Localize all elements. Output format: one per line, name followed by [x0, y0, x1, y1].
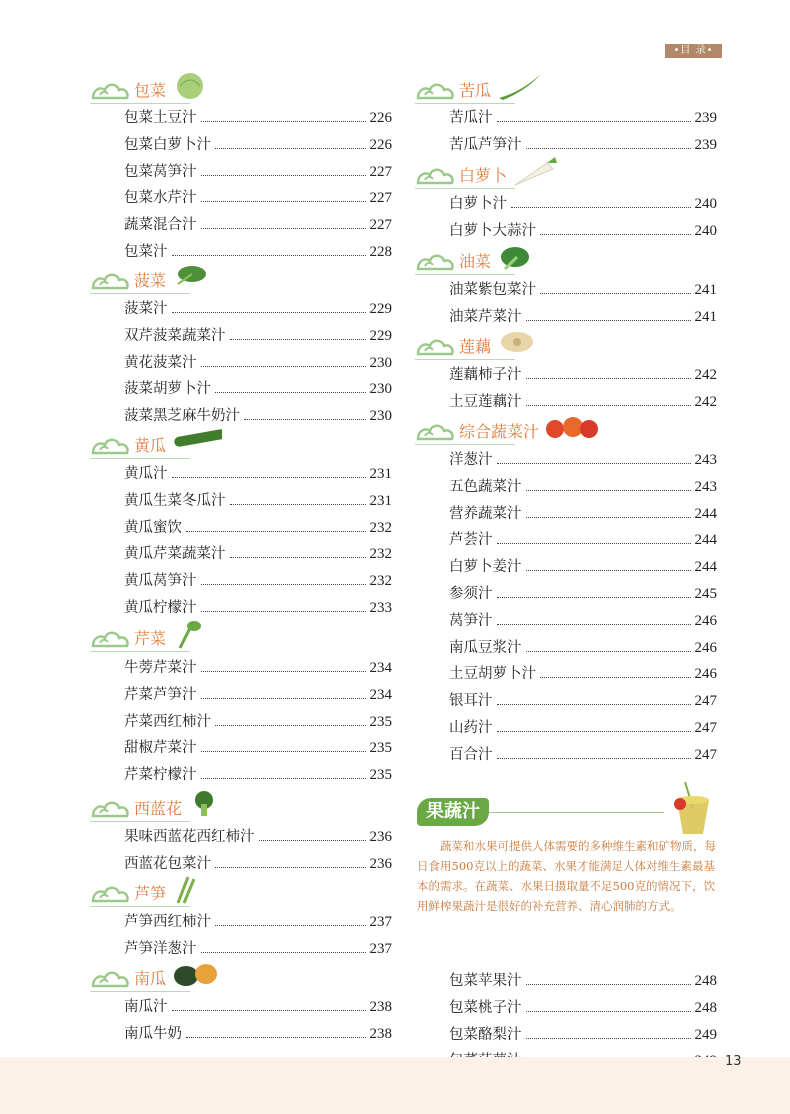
toc-dot-leader [526, 489, 691, 491]
section-divider [90, 293, 190, 294]
toc-entry[interactable] [124, 764, 392, 784]
cloud-ornament-icon [415, 421, 455, 443]
toc-entry[interactable] [124, 711, 392, 731]
toc-dot-leader [186, 1036, 366, 1038]
toc-entry-title: 黄瓜汁 [124, 466, 168, 482]
toc-entry-page: 246 [694, 613, 717, 629]
toc-dot-leader [497, 757, 691, 759]
toc-entry[interactable] [124, 405, 392, 425]
toc-entry-title: 菠菜胡萝卜汁 [124, 381, 211, 397]
toc-entry-page: 240 [694, 196, 717, 212]
toc-entry[interactable] [124, 490, 392, 510]
section-divider [415, 359, 515, 360]
cloud-ornament-icon [90, 883, 130, 905]
toc-entry-page: 248 [694, 973, 717, 989]
toc-entry-page: 233 [369, 600, 392, 616]
toc-entry-title: 油菜芹菜汁 [449, 309, 522, 325]
toc-entry-page: 232 [369, 546, 392, 562]
toc-entry[interactable] [124, 911, 392, 931]
toc-entry-page: 244 [694, 559, 717, 575]
vegetable-illustration-icon [188, 790, 228, 820]
vegetable-illustration-icon [172, 72, 212, 102]
toc-entry-page: 237 [369, 941, 392, 957]
toc-entry-page: 231 [369, 466, 392, 482]
toc-dot-leader [172, 254, 366, 256]
cloud-ornament-icon [415, 80, 455, 102]
toc-dot-leader [201, 365, 366, 367]
toc-entry-title: 黄花菠菜汁 [124, 355, 197, 371]
toc-section-title: 综合蔬菜汁 [459, 422, 540, 441]
toc-dot-leader [201, 227, 366, 229]
section-divider [90, 821, 190, 822]
toc-entry-title: 白萝卜汁 [449, 196, 507, 212]
vegetable-illustration-icon [545, 413, 601, 443]
toc-header-tag: •目 录• [665, 44, 722, 58]
toc-entry-title: 莲藕柿子汁 [449, 367, 522, 383]
toc-dot-leader [230, 556, 366, 558]
toc-dot-leader [497, 596, 691, 598]
toc-entry-page: 237 [369, 914, 392, 930]
toc-section-header [90, 881, 390, 909]
toc-dot-leader [497, 120, 691, 122]
toc-entry-title: 百合汁 [449, 747, 493, 763]
toc-entry-title: 西蓝花包菜汁 [124, 856, 211, 872]
toc-dot-leader [186, 530, 366, 532]
toc-entry[interactable] [124, 597, 392, 617]
toc-dot-leader [172, 1009, 366, 1011]
toc-entry[interactable] [124, 241, 392, 261]
toc-entry-title: 菠菜汁 [124, 301, 168, 317]
toc-dot-leader [244, 418, 366, 420]
toc-entry-title: 芹菜芦笋汁 [124, 687, 197, 703]
toc-dot-leader [497, 462, 691, 464]
toc-dot-leader [172, 311, 366, 313]
vegetable-illustration-icon [172, 427, 222, 457]
toc-entry[interactable] [124, 1023, 392, 1043]
toc-section-title: 芦笋 [134, 884, 167, 903]
toc-section-title: 包菜 [134, 81, 167, 100]
toc-dot-leader [497, 730, 691, 732]
cloud-ornament-icon [415, 336, 455, 358]
section-divider [90, 103, 190, 104]
toc-dot-leader [526, 516, 691, 518]
section-divider [415, 274, 515, 275]
toc-section-title: 莲藕 [459, 337, 492, 356]
toc-dot-leader [215, 924, 366, 926]
toc-dot-leader [172, 476, 366, 478]
section-divider [415, 188, 515, 189]
toc-entry-page: 248 [694, 1000, 717, 1016]
toc-dot-leader [201, 200, 366, 202]
toc-entry-page: 247 [694, 720, 717, 736]
section-divider [90, 458, 190, 459]
section-divider [415, 103, 515, 104]
toc-entry-page: 235 [369, 740, 392, 756]
toc-entry[interactable] [124, 657, 392, 677]
vegetable-illustration-icon [497, 243, 537, 273]
toc-section-header [90, 268, 390, 296]
toc-entry[interactable] [449, 134, 717, 154]
toc-section-header [415, 163, 715, 191]
toc-dot-leader [201, 610, 366, 612]
toc-entry-title: 芹菜柠檬汁 [124, 767, 197, 783]
toc-dot-leader [201, 697, 366, 699]
toc-entry[interactable] [449, 997, 717, 1017]
toc-dot-leader [215, 724, 366, 726]
toc-entry-page: 229 [369, 328, 392, 344]
toc-entry-title: 菠菜黑芝麻牛奶汁 [124, 408, 240, 424]
toc-section-title: 西蓝花 [134, 799, 183, 818]
toc-dot-leader [526, 147, 691, 149]
toc-entry-title: 黄瓜芹菜蔬菜汁 [124, 546, 226, 562]
toc-entry-title: 蔬菜混合汁 [124, 217, 197, 233]
toc-section-header [415, 78, 715, 106]
toc-section-header [90, 966, 390, 994]
toc-dot-leader [201, 670, 366, 672]
toc-entry-title: 包菜水芹汁 [124, 190, 197, 206]
toc-entry-page: 235 [369, 714, 392, 730]
juice-section-title: 果蔬汁 [417, 798, 489, 826]
toc-entry[interactable] [124, 826, 392, 846]
toc-entry-title: 山药汁 [449, 720, 493, 736]
toc-entry-title: 黄瓜柠檬汁 [124, 600, 197, 616]
toc-entry-title: 包菜酪梨汁 [449, 1027, 522, 1043]
toc-entry-title: 苦瓜芦笋汁 [449, 137, 522, 153]
toc-dot-leader [526, 983, 691, 985]
toc-entry-page: 245 [694, 586, 717, 602]
toc-entry[interactable] [449, 220, 717, 240]
toc-entry-title: 黄瓜蜜饮 [124, 520, 182, 536]
toc-dot-leader [201, 777, 366, 779]
toc-entry-title: 银耳汁 [449, 693, 493, 709]
toc-entry-title: 白萝卜大蒜汁 [449, 223, 536, 239]
toc-entry-title: 芦笋西红柿汁 [124, 914, 211, 930]
toc-entry[interactable] [449, 744, 717, 764]
toc-entry-page: 230 [369, 355, 392, 371]
toc-entry[interactable] [124, 298, 392, 318]
toc-entry-title: 包菜苹果汁 [449, 973, 522, 989]
toc-entry-page: 234 [369, 687, 392, 703]
toc-section-header [90, 433, 390, 461]
toc-section-title: 南瓜 [134, 969, 167, 988]
toc-entry[interactable] [449, 503, 717, 523]
toc-entry-page: 247 [694, 747, 717, 763]
juice-section-intro: 蔬菜和水果可提供人体需要的多种维生素和矿物质，每日食用500克以上的蔬菜、水果才能满足人体对维生素最基本的需求。在蔬菜、水果日摄取量不足500克的情况下，饮用鲜榨果蔬汁是很好的补充营养、清心润肺的方式。 [417, 839, 716, 913]
toc-entry[interactable] [124, 853, 392, 873]
toc-entry-page: 236 [369, 856, 392, 872]
toc-entry-page: 230 [369, 408, 392, 424]
toc-entry-page: 234 [369, 660, 392, 676]
toc-entry-title: 芦笋洋葱汁 [124, 941, 197, 957]
toc-entry-page: 227 [369, 164, 392, 180]
toc-entry-page: 232 [369, 520, 392, 536]
toc-dot-leader [230, 503, 366, 505]
toc-section-title: 黄瓜 [134, 436, 167, 455]
cloud-ornament-icon [90, 798, 130, 820]
toc-entry[interactable] [449, 107, 717, 127]
toc-entry-page: 227 [369, 217, 392, 233]
toc-entry-page: 239 [694, 137, 717, 153]
toc-entry-page: 241 [694, 282, 717, 298]
toc-dot-leader [201, 951, 366, 953]
toc-entry-page: 230 [369, 381, 392, 397]
toc-entry[interactable] [449, 717, 717, 737]
toc-entry[interactable] [449, 476, 717, 496]
toc-entry-title: 参须汁 [449, 586, 493, 602]
toc-entry-page: 238 [369, 1026, 392, 1042]
toc-dot-leader [511, 206, 691, 208]
vegetable-illustration-icon [513, 157, 563, 187]
toc-entry[interactable] [449, 610, 717, 630]
toc-entry[interactable] [124, 107, 392, 127]
toc-section-title: 苦瓜 [459, 81, 492, 100]
toc-dot-leader [497, 623, 691, 625]
toc-section-header [415, 334, 715, 362]
cloud-ornament-icon [415, 251, 455, 273]
toc-entry-title: 黄瓜莴笋汁 [124, 573, 197, 589]
toc-entry-title: 油菜紫包菜汁 [449, 282, 536, 298]
toc-entry[interactable] [449, 391, 717, 411]
toc-entry-page: 228 [369, 244, 392, 260]
toc-entry[interactable] [124, 134, 392, 154]
toc-entry-page: 239 [694, 110, 717, 126]
section-divider [90, 651, 190, 652]
toc-entry-title: 南瓜牛奶 [124, 1026, 182, 1042]
toc-entry-title: 包菜桃子汁 [449, 1000, 522, 1016]
cloud-ornament-icon [90, 628, 130, 650]
cloud-ornament-icon [90, 80, 130, 102]
toc-dot-leader [526, 319, 691, 321]
vegetable-illustration-icon [497, 72, 547, 102]
toc-entry-page: 240 [694, 223, 717, 239]
toc-entry-title: 包菜土豆汁 [124, 110, 197, 126]
vegetable-illustration-icon [172, 875, 212, 905]
toc-entry-page: 244 [694, 506, 717, 522]
toc-entry-title: 白萝卜姜汁 [449, 559, 522, 575]
toc-entry-title: 五色蔬菜汁 [449, 479, 522, 495]
toc-entry-title: 南瓜汁 [124, 999, 168, 1015]
cloud-ornament-icon [415, 165, 455, 187]
toc-entry-title: 营养蔬菜汁 [449, 506, 522, 522]
juice-glass-icon [663, 778, 723, 838]
toc-entry-page: 246 [694, 666, 717, 682]
toc-section-title: 芹菜 [134, 629, 167, 648]
toc-dot-leader [215, 147, 366, 149]
toc-entry-page: 244 [694, 532, 717, 548]
toc-entry[interactable] [449, 663, 717, 683]
toc-entry-title: 果味西蓝花西红柿汁 [124, 829, 255, 845]
toc-entry[interactable] [124, 187, 392, 207]
toc-section-header [90, 78, 390, 106]
toc-entry-page: 249 [694, 1027, 717, 1043]
section-divider [415, 444, 515, 445]
toc-entry[interactable] [124, 214, 392, 234]
toc-dot-leader [526, 650, 691, 652]
toc-section-title: 菠菜 [134, 271, 167, 290]
juice-section [415, 778, 725, 938]
toc-entry-page: 243 [694, 452, 717, 468]
toc-dot-leader [540, 676, 691, 678]
toc-entry-page: 226 [369, 110, 392, 126]
toc-entry[interactable] [449, 449, 717, 469]
toc-section-title: 白萝卜 [459, 166, 508, 185]
toc-section-title: 油菜 [459, 252, 492, 271]
toc-entry[interactable] [124, 737, 392, 757]
toc-dot-leader [215, 866, 366, 868]
toc-entry[interactable] [124, 325, 392, 345]
toc-dot-leader [526, 569, 691, 571]
toc-section-header [90, 626, 390, 654]
toc-entry[interactable] [449, 970, 717, 990]
toc-dot-leader [215, 391, 366, 393]
toc-entry[interactable] [449, 1024, 717, 1044]
toc-entry-title: 牛蒡芹菜汁 [124, 660, 197, 676]
toc-entry-title: 土豆莲藕汁 [449, 394, 522, 410]
vegetable-illustration-icon [497, 328, 537, 358]
toc-entry-title: 土豆胡萝卜汁 [449, 666, 536, 682]
toc-entry-page: 246 [694, 640, 717, 656]
toc-entry-title: 包菜汁 [124, 244, 168, 260]
toc-entry[interactable] [449, 364, 717, 384]
cloud-ornament-icon [90, 435, 130, 457]
toc-entry-page: 226 [369, 137, 392, 153]
toc-entry[interactable] [449, 529, 717, 549]
toc-section-header [415, 419, 715, 447]
toc-entry[interactable] [124, 570, 392, 590]
toc-entry[interactable] [124, 161, 392, 181]
toc-entry-page: 241 [694, 309, 717, 325]
toc-entry[interactable] [449, 690, 717, 710]
juice-section-divider [489, 812, 664, 813]
toc-dot-leader [497, 703, 691, 705]
toc-dot-leader [526, 404, 691, 406]
toc-entry-page: 242 [694, 367, 717, 383]
toc-entry-page: 243 [694, 479, 717, 495]
toc-entry[interactable] [124, 938, 392, 958]
toc-entry[interactable] [124, 352, 392, 372]
toc-dot-leader [201, 120, 366, 122]
toc-dot-leader [526, 1010, 691, 1012]
toc-entry-page: 242 [694, 394, 717, 410]
toc-dot-leader [201, 174, 366, 176]
toc-entry[interactable] [449, 637, 717, 657]
vegetable-illustration-icon [172, 620, 212, 650]
toc-entry-title: 包菜莴笋汁 [124, 164, 197, 180]
toc-entry-page: 232 [369, 573, 392, 589]
toc-entry-page: 235 [369, 767, 392, 783]
toc-entry-title: 黄瓜生菜冬瓜汁 [124, 493, 226, 509]
toc-entry[interactable] [124, 684, 392, 704]
toc-entry-title: 芹菜西红柿汁 [124, 714, 211, 730]
toc-entry[interactable] [449, 193, 717, 213]
toc-entry-title: 南瓜豆浆汁 [449, 640, 522, 656]
toc-dot-leader [201, 750, 366, 752]
toc-entry-page: 231 [369, 493, 392, 509]
page-number: 13 [725, 1054, 742, 1069]
toc-section-header [90, 796, 390, 824]
toc-entry[interactable] [124, 463, 392, 483]
toc-entry-title: 洋葱汁 [449, 452, 493, 468]
toc-dot-leader [526, 377, 691, 379]
toc-entry[interactable] [449, 583, 717, 603]
cloud-ornament-icon [90, 968, 130, 990]
toc-dot-leader [540, 292, 691, 294]
toc-entry-title: 双芹菠菜蔬菜汁 [124, 328, 226, 344]
cloud-ornament-icon [90, 270, 130, 292]
toc-dot-leader [201, 583, 366, 585]
toc-entry-page: 229 [369, 301, 392, 317]
toc-section-header [415, 249, 715, 277]
section-divider [90, 906, 190, 907]
toc-entry-title: 苦瓜汁 [449, 110, 493, 126]
vegetable-illustration-icon [172, 960, 222, 990]
toc-entry[interactable] [449, 556, 717, 576]
toc-entry-page: 238 [369, 999, 392, 1015]
toc-entry-page: 236 [369, 829, 392, 845]
toc-entry-title: 包菜白萝卜汁 [124, 137, 211, 153]
toc-entry[interactable] [124, 996, 392, 1016]
toc-dot-leader [497, 542, 691, 544]
page-footer [0, 1057, 790, 1114]
toc-entry[interactable] [124, 517, 392, 537]
toc-entry[interactable] [449, 306, 717, 326]
toc-entry-title: 甜椒芹菜汁 [124, 740, 197, 756]
toc-dot-leader [259, 839, 366, 841]
toc-dot-leader [526, 1037, 691, 1039]
vegetable-illustration-icon [172, 262, 212, 292]
toc-entry-page: 247 [694, 693, 717, 709]
toc-dot-leader [230, 338, 366, 340]
toc-entry-title: 莴笋汁 [449, 613, 493, 629]
toc-entry-page: 227 [369, 190, 392, 206]
toc-dot-leader [540, 233, 691, 235]
toc-entry-title: 芦荟汁 [449, 532, 493, 548]
toc-entry[interactable] [449, 279, 717, 299]
toc-entry[interactable] [124, 543, 392, 563]
toc-entry[interactable] [124, 378, 392, 398]
section-divider [90, 991, 190, 992]
